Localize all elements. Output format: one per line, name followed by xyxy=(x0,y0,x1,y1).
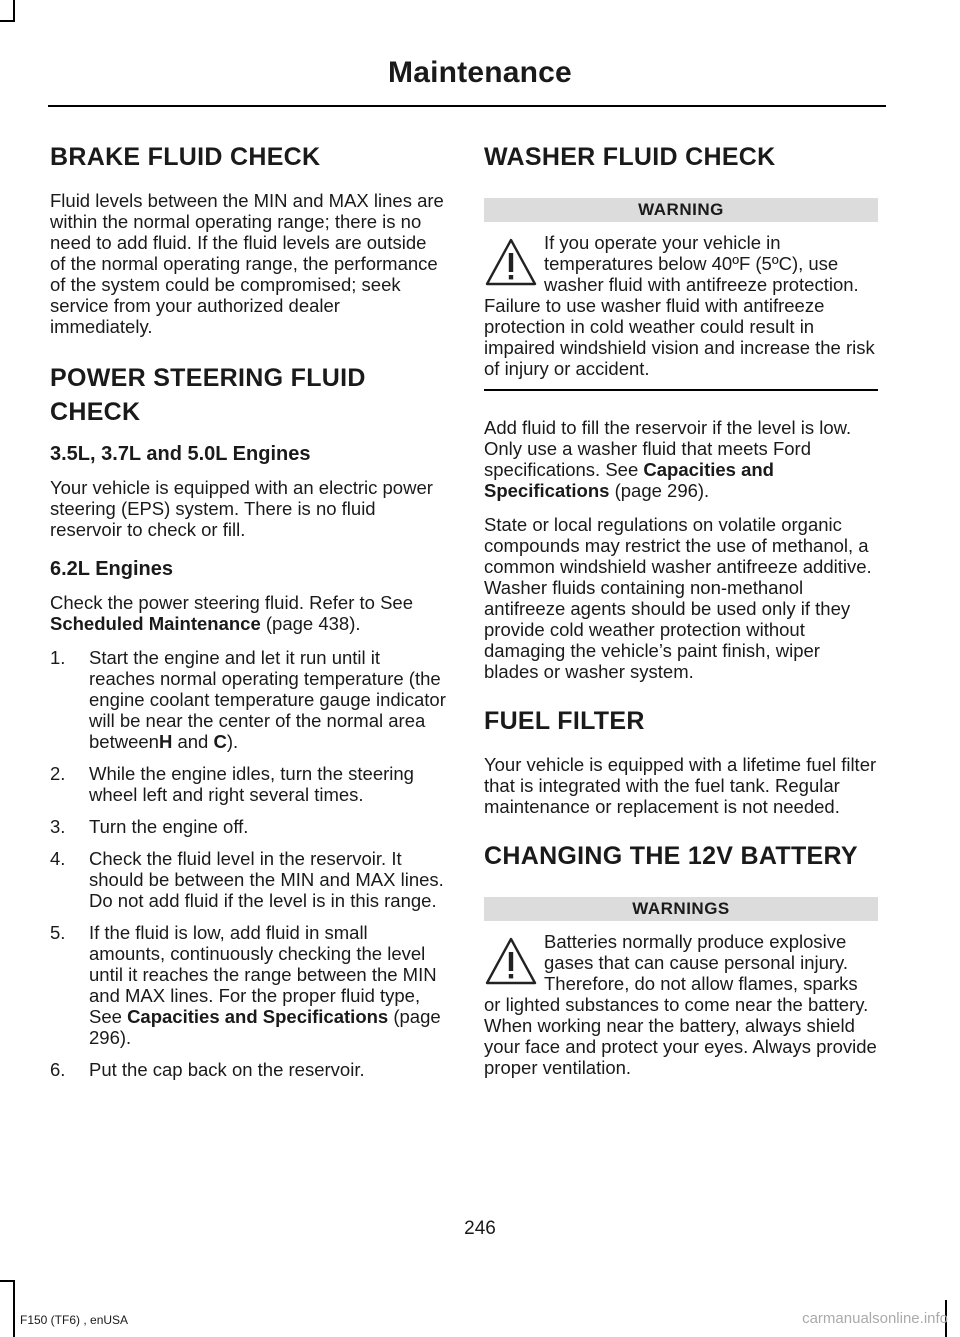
washer-body-1 xyxy=(484,417,878,501)
warning-text: If you operate your vehicle in temperatures below 40ºF (5ºC), use washer fluid with antifreeze protection. Failure to use washer fluid with antifreeze protection in cold weather could result in impaired windshield vision and increase the risk of injury or accident. xyxy=(484,232,875,379)
left-column xyxy=(50,140,446,1091)
text: Check the power steering fluid. Refer to See xyxy=(50,592,413,613)
page-ref: (page 296). xyxy=(89,1006,441,1048)
warning-content xyxy=(484,232,878,379)
list-item xyxy=(50,848,446,911)
power-steering-heading-line1: POWER STEERING FLUID xyxy=(50,364,366,392)
watermark: carmanualsonline.info xyxy=(802,1310,948,1327)
power-steering-heading-line2: CHECK xyxy=(50,398,141,426)
step-number: 5. xyxy=(50,922,66,943)
engines-body-2 xyxy=(50,592,446,634)
crop-mark xyxy=(0,20,15,22)
warnings-label: WARNINGS xyxy=(484,897,878,921)
engines-subheading-2: 6.2L Engines xyxy=(50,558,174,580)
step-number: 1. xyxy=(50,647,66,668)
fuel-filter-heading: FUEL FILTER xyxy=(484,707,645,735)
list-item xyxy=(50,1059,446,1080)
scheduled-maintenance-link[interactable]: Scheduled Maintenance xyxy=(50,613,261,634)
page-ref: (page 438). xyxy=(265,613,361,634)
crop-mark xyxy=(13,0,15,22)
engines-subheading-1: 3.5L, 3.7L and 5.0L Engines xyxy=(50,443,311,465)
step-number: 2. xyxy=(50,763,66,784)
page-ref: (page 296). xyxy=(614,480,710,501)
battery-heading: CHANGING THE 12V BATTERY xyxy=(484,842,858,870)
step-text: While the engine idles, turn the steering wheel left and right several times. xyxy=(89,763,414,805)
warning-content xyxy=(484,931,878,1078)
step-text: Turn the engine off. xyxy=(89,816,249,837)
warning-label: WARNING xyxy=(484,198,878,222)
page-title: Maintenance xyxy=(388,56,572,89)
washer-fluid-heading: WASHER FLUID CHECK xyxy=(484,143,776,171)
capacities-link[interactable]: Capacities and Specifications xyxy=(127,1006,389,1027)
step-text: Put the cap back on the reservoir. xyxy=(89,1059,365,1080)
right-column xyxy=(484,140,878,1078)
footer-model: F150 (TF6) , enUSA xyxy=(20,1313,129,1327)
list-item xyxy=(50,647,446,752)
washer-warning-box xyxy=(484,198,878,391)
fuel-filter-body: Your vehicle is equipped with a lifetime fuel filter that is integrated with the fuel tank. Regular maintenance or replacement is not needed. xyxy=(484,754,877,817)
washer-body-2: State or local regulations on volatile organic compounds may restrict the use of methanol, a common windshield washer antifreeze additive. Washer fluids containing non-methanol antifreeze agents should be used only if they provide cold weather protection without damaging the vehicle’s paint finish, wiper blades or washer system. xyxy=(484,514,872,682)
list-item xyxy=(50,763,446,805)
step-number: 4. xyxy=(50,848,66,869)
brake-fluid-body: Fluid levels between the MIN and MAX lines are within the normal operating range; there is no need to add fluid. If the fluid levels are outside of the normal operating range, the performance of the system could be compromised; seek service from your authorized dealer immediately. xyxy=(50,190,444,337)
battery-warning-box xyxy=(484,897,878,1078)
text: Add fluid to fill the reservoir if the level is low. Only use a washer fluid that meets Ford specifications. See xyxy=(484,417,852,480)
step-number: 3. xyxy=(50,816,66,837)
crop-mark xyxy=(0,1280,15,1282)
step-text: If the fluid is low, add fluid in small amounts, continuously checking the level until it reaches the range between the MIN and MAX lines. For the proper fluid type, See xyxy=(89,922,437,1027)
power-steering-heading xyxy=(50,361,446,429)
step-number: 6. xyxy=(50,1059,66,1080)
step-bold: C xyxy=(213,731,227,752)
engines-body-1: Your vehicle is equipped with an electric power steering (EPS) system. There is no fluid reservoir to check or fill. xyxy=(50,477,433,540)
step-text: Check the fluid level in the reservoir. It should be between the MIN and MAX lines. Do not add fluid if the level is in this range. xyxy=(89,848,444,911)
warning-triangle-icon xyxy=(484,935,538,989)
page-number: 246 xyxy=(464,1218,496,1239)
step-text: Start the engine and let it run until it reaches normal operating temperature (the engine coolant temperature gauge indicator will be near the center of the normal area between xyxy=(89,647,446,752)
step-bold: H xyxy=(158,731,173,752)
brake-fluid-heading: BRAKE FLUID CHECK xyxy=(50,143,321,171)
step-text: and xyxy=(177,731,209,752)
warning-divider xyxy=(484,389,878,391)
steps-list xyxy=(50,647,446,1080)
step-text: ). xyxy=(226,731,239,752)
header-divider xyxy=(48,105,886,107)
warning-text: Batteries normally produce explosive gases that can cause personal injury. Therefore, do not allow flames, sparks or lighted substances to come near the battery. When working near the battery, always shield your face and protect your eyes. Always provide proper ventilation. xyxy=(484,931,877,1078)
warning-triangle-icon xyxy=(484,236,538,290)
crop-mark xyxy=(13,1280,15,1337)
capacities-link[interactable]: Capacities and Specifications xyxy=(484,459,774,501)
list-item xyxy=(50,922,446,1048)
list-item xyxy=(50,816,446,837)
